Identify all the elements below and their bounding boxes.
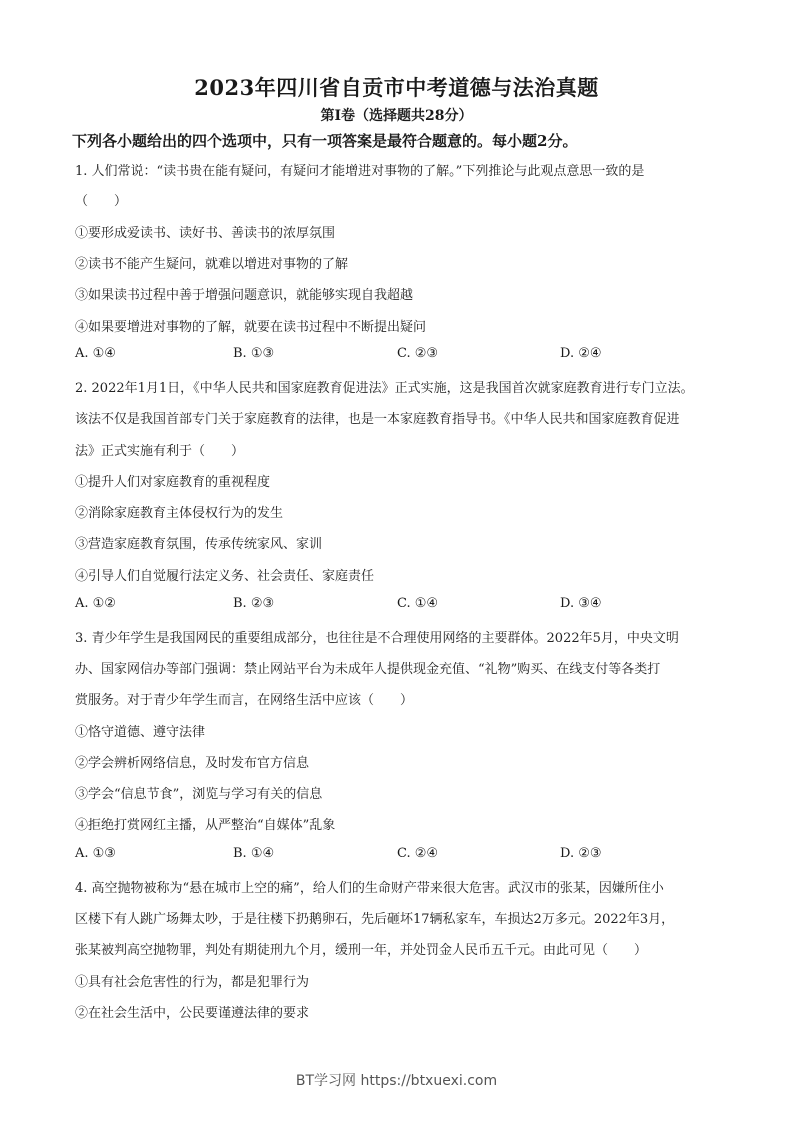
statement-item: ④如果要增进对事物的了解，就要在读书过程中不断提出疑问 (75, 320, 427, 335)
question-stem: 3. 青少年学生是我国网民的重要组成部分，也往往是不合理使用网络的主要群体。2022年5月，中央文明 (75, 631, 679, 646)
choice-b: B. ①③ (233, 346, 275, 361)
statement-item: ①具有社会危害性的行为，都是犯罪行为 (75, 975, 310, 990)
choice-a: A. ①② (75, 596, 116, 611)
statement-item: ④引导人们自觉履行法定义务、社会责任、家庭责任 (75, 569, 375, 584)
choice-c: C. ①④ (397, 596, 439, 611)
choice-c: C. ②③ (397, 346, 439, 361)
statement-item: ③如果读书过程中善于增强问题意识，就能够实现自我超越 (75, 288, 414, 303)
statement-item: ①恪守道德、遵守法律 (75, 725, 206, 740)
document-title: 2023年四川省自贡市中考道德与法治真题 (194, 75, 599, 100)
statement-item: ②在社会生活中，公民要谨遵法律的要求 (75, 1006, 310, 1021)
statement-item: ③学会“信息节食”，浏览与学习有关的信息 (75, 787, 323, 802)
choice-d: D. ②④ (560, 346, 602, 361)
choice-d: D. ②③ (560, 846, 602, 861)
question-stem: 1. 人们常说：“读书贵在能有疑问，有疑问才能增进对事物的了解。”下列推论与此观点意思一致的是 (75, 164, 645, 179)
choice-row (75, 346, 725, 364)
statement-item: ②消除家庭教育主体侵权行为的发生 (75, 506, 284, 521)
question-stem: 该法不仅是我国首部专门关于家庭教育的法律，也是一本家庭教育指导书。《中华人民共和国家庭教育促进 (75, 412, 680, 427)
statement-item: ③营造家庭教育氛围，传承传统家风、家训 (75, 537, 323, 552)
question-stem: 法》正式实施有利于（ ） (75, 444, 245, 459)
section-heading: 第I卷（选择题共28分） (320, 108, 473, 124)
choice-b: B. ①④ (233, 846, 275, 861)
question-stem: 2. 2022年1月1日，《中华人民共和国家庭教育促进法》正式实施，这是我国首次就家庭教育进行专门立法。 (75, 381, 694, 396)
question-stem: 区楼下有人跳广场舞太吵，于是往楼下扔鹅卵石，先后砸坏17辆私家车，车损达2万多元。2022年3月， (75, 912, 675, 927)
choice-b: B. ②③ (233, 596, 275, 611)
statement-item: ②学会辨析网络信息，及时发布官方信息 (75, 756, 310, 771)
choice-row (75, 596, 725, 614)
choice-row (75, 846, 725, 864)
answer-blank: （ ） (75, 194, 128, 209)
question-stem: 办、国家网信办等部门强调：禁止网站平台为未成年人提供现金充值、“礼物”购买、在线支付等各类打 (75, 662, 661, 677)
statement-item: ②读书不能产生疑问，就难以增进对事物的了解 (75, 257, 349, 272)
watermark-footer: BT学习网 https://btxuexi.com (295, 1073, 498, 1089)
choice-d: D. ③④ (560, 596, 602, 611)
choice-c: C. ②④ (397, 846, 439, 861)
instruction-text: 下列各小题给出的四个选项中，只有一项答案是最符合题意的。每小题2分。 (72, 132, 578, 150)
statement-item: ①提升人们对家庭教育的重视程度 (75, 475, 271, 490)
question-stem: 4. 高空抛物被称为“悬在城市上空的痛”，给人们的生命财产带来很大危害。武汉市的张某，因嫌所住小 (75, 881, 664, 896)
choice-a: A. ①④ (75, 346, 116, 361)
statement-item: ①要形成爱读书、读好书、善读书的浓厚氛围 (75, 226, 336, 241)
choice-a: A. ①③ (75, 846, 116, 861)
question-stem: 张某被判高空抛物罪，判处有期徒刑九个月，缓刑一年，并处罚金人民币五千元。由此可见（ ） (75, 943, 648, 958)
statement-item: ④拒绝打赏网红主播，从严整治“自媒体”乱象 (75, 818, 336, 833)
question-stem: 赏服务。对于青少年学生而言，在网络生活中应该（ ） (75, 693, 414, 708)
